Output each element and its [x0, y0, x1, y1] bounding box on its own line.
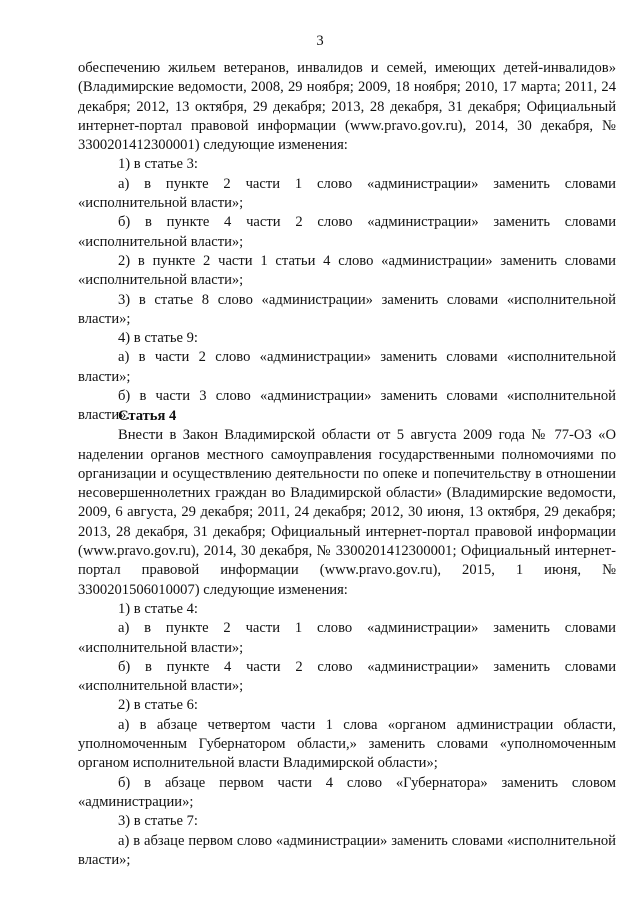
paragraph: 2) в статье 6: — [118, 697, 198, 714]
paragraph: а) в абзаце четвертом части 1 слова «органом администрации области, уполномоченным Губернатором области,» заменить словами «уполномоченным органом исполнительной власти Владимирской области»; — [78, 716, 616, 772]
article-heading: Статья 4 — [118, 408, 177, 424]
paragraph: 3) в статье 7: — [118, 813, 198, 830]
paragraph: а) в части 2 слово «администрации» заменить словами «исполнительной власти»; — [78, 349, 616, 385]
paragraph: Внести в Закон Владимирской области от 5 августа 2009 года № 77-ОЗ «О наделении органов местного самоуправления государственными полномочиями по организации и осуществлению деятельности по опеке и попечительству в отношении несовершеннолетних граждан во Владимирской области» (Владимирские ведомости, 2009, 6 августа, 29 декабря; 2011, 24 декабря; 2012, 30 июня, 13 октября, 29 декабря; 2013, 28 декабря, 31 декабря; Официальный интернет-портал правовой информации (www.pravo.gov.ru), 2014, 30 декабря, № 3300201412300001; Официальный интернет-портал правовой информации (www.pravo.gov.ru), 2015, 1 июня, № 3300201506010007) следующие изменения: — [78, 427, 616, 598]
text-block-article-4 — [78, 407, 616, 870]
paragraph: а) в пункте 2 части 1 слово «администрации» заменить словами «исполнительной власти»; — [78, 175, 616, 212]
paragraph: а) в пункте 2 части 1 слово «администрации» заменить словами «исполнительной власти»; — [78, 620, 616, 656]
paragraph: 1) в статье 4: — [118, 600, 198, 617]
paragraph: обеспечению жильем ветеранов, инвалидов и семей, имеющих детей-инвалидов» (Владимирские ведомости, 2008, 29 ноября; 2009, 18 ноября; 2010, 17 марта; 2011, 24 декабря; 2012, 13 октября, 29 декабря; 2013, 28 декабря, 31 декабря; Официальный интернет-портал правовой информации (www.pravo.gov.ru), 2014, 30 декабря, № 3300201412300001) следующие изменения: — [78, 60, 616, 154]
paragraph: б) в пункте 4 части 2 слово «администрации» заменить словами «исполнительной власти»; — [78, 658, 616, 695]
paragraph: 2) в пункте 2 части 1 статьи 4 слово «администрации» заменить словами «исполнительной власти»; — [78, 252, 616, 289]
text-block-top — [78, 59, 616, 426]
paragraph: 3) в статье 8 слово «администрации» заменить словами «исполнительной власти»; — [78, 291, 616, 327]
paragraph: а) в абзаце первом слово «администрации» заменить словами «исполнительной власти»; — [78, 832, 616, 868]
page-number: 3 — [316, 33, 324, 49]
paragraph: 4) в статье 9: — [118, 330, 198, 347]
paragraph: б) в пункте 4 части 2 слово «администрации» заменить словами «исполнительной власти»; — [78, 214, 616, 250]
paragraph: 1) в статье 3: — [118, 156, 198, 173]
paragraph: б) в абзаце первом части 4 слово «Губернатора» заменить словом «администрации»; — [78, 774, 616, 810]
paragraph: б) в части 3 слово «администрации» заменить словами «исполнительной власти». — [78, 388, 616, 424]
